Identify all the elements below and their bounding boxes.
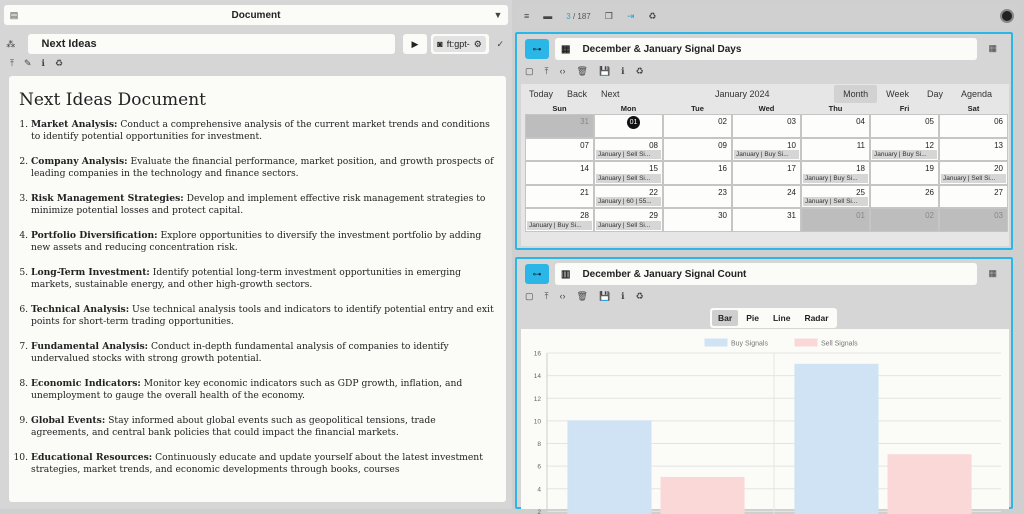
- date-number: 03: [994, 211, 1003, 221]
- idea-text: Explore opportunities to diversify the investment portfolio by adding new assets and reducing concentration risk.: [31, 230, 482, 254]
- document-title: Next Ideas Document: [19, 90, 206, 110]
- chart-type-tabs: [710, 308, 837, 328]
- recycle-icon[interactable]: ♻: [635, 290, 644, 301]
- weekday-header: [525, 104, 1008, 114]
- calendar-week-row: [525, 208, 1008, 232]
- calendar-day-cell[interactable]: [663, 114, 732, 138]
- menu-icon[interactable]: ≡: [524, 11, 530, 21]
- calendar-day-cell[interactable]: [870, 185, 939, 209]
- run-button[interactable]: ▶: [403, 34, 426, 54]
- y-tick-label: 4: [537, 486, 541, 494]
- legend-swatch: [705, 339, 727, 346]
- date-number: 08: [649, 140, 658, 150]
- date-number: 29: [649, 211, 658, 221]
- date-number: 13: [994, 140, 1003, 150]
- date-number: 21: [580, 187, 589, 197]
- image-icon[interactable]: ▬: [543, 11, 553, 21]
- today-date-number: 01: [627, 116, 640, 129]
- calendar-event[interactable]: January | Sell Si...: [941, 174, 1006, 183]
- calendar-panel: [515, 32, 1013, 250]
- weekday-label: Thu: [828, 104, 843, 113]
- chevron-down-icon[interactable]: ▼: [493, 10, 503, 20]
- date-number: 02: [718, 117, 727, 126]
- calendar-day-cell[interactable]: [801, 185, 870, 209]
- square-icon[interactable]: ▢: [525, 65, 534, 76]
- chart-area: [521, 329, 1009, 514]
- calendar-day-cell[interactable]: [870, 114, 939, 138]
- calendar-day-cell[interactable]: [525, 138, 594, 162]
- trash-icon[interactable]: 🗑: [576, 65, 588, 76]
- date-number: 10: [787, 140, 796, 150]
- code-icon[interactable]: ‹›: [559, 291, 566, 301]
- calendar-day-cell[interactable]: [732, 114, 801, 138]
- calendar-event[interactable]: January | Sell Si...: [596, 174, 661, 183]
- idea-list-item: [31, 304, 496, 329]
- idea-list-item: [31, 267, 496, 292]
- gear-icon[interactable]: ⚙: [473, 38, 482, 49]
- bar: [795, 364, 878, 514]
- document-pane: [0, 0, 512, 509]
- idea-term: Long-Term Investment:: [31, 267, 150, 278]
- model-selector[interactable]: [431, 34, 489, 54]
- idea-term: Technical Analysis:: [31, 304, 130, 315]
- calendar-day-cell[interactable]: [525, 185, 594, 209]
- date-number: 22: [649, 187, 658, 197]
- calendar-day-cell[interactable]: [525, 161, 594, 185]
- calendar-day-cell[interactable]: [939, 138, 1008, 162]
- idea-term: Educational Resources:: [31, 452, 153, 463]
- idea-term: Portfolio Diversification:: [31, 230, 158, 241]
- date-number: 26: [925, 187, 934, 197]
- y-tick-label: 2: [537, 508, 541, 514]
- document-icon: ▤: [9, 9, 19, 20]
- idea-row: [4, 32, 508, 56]
- date-number: 05: [925, 117, 934, 126]
- calendar-day-cell[interactable]: [870, 161, 939, 185]
- info-icon[interactable]: ℹ: [41, 57, 45, 68]
- grid-icon[interactable]: ▦: [988, 268, 997, 278]
- idea-term: Global Events:: [31, 415, 106, 426]
- calendar-grid: [525, 104, 1008, 232]
- calendar-day-cell[interactable]: [525, 114, 594, 138]
- calendar-icon: ▦: [561, 43, 571, 55]
- tab-line[interactable]: Line: [772, 313, 791, 323]
- save-icon[interactable]: 💾: [598, 290, 611, 301]
- date-number: 06: [994, 117, 1003, 126]
- next-button[interactable]: Next: [601, 89, 620, 99]
- split-icon[interactable]: ⇥: [626, 10, 635, 21]
- calendar-nav: [521, 84, 1009, 104]
- calendar-event[interactable]: January | Sell Si...: [596, 221, 661, 230]
- date-number: 20: [994, 164, 1003, 174]
- calendar-day-cell[interactable]: [594, 208, 663, 232]
- model-icon: ◙: [437, 39, 443, 49]
- date-number: 09: [718, 140, 727, 150]
- tab-pie[interactable]: Pie: [746, 313, 759, 323]
- calendar-day-cell[interactable]: [939, 208, 1008, 232]
- idea-text: Conduct in-depth fundamental analysis of companies to identify undervalued stocks with strong growth potential.: [31, 341, 449, 365]
- tab-bar[interactable]: Bar: [712, 310, 738, 326]
- bar: [661, 477, 744, 514]
- calendar-event[interactable]: January | Buy Si...: [527, 221, 592, 230]
- calendar-day-cell[interactable]: [594, 161, 663, 185]
- idea-text: Conduct a comprehensive analysis of the current market trends and conditions to identify potential opportunities for investment.: [31, 119, 490, 143]
- calendar-day-cell[interactable]: [870, 208, 939, 232]
- calendar-day-cell[interactable]: [594, 138, 663, 162]
- upload-icon[interactable]: ⤒: [10, 57, 14, 68]
- link-toggle-button[interactable]: ⊶: [525, 39, 549, 59]
- document-toolbar: [10, 57, 63, 69]
- calendar: [521, 84, 1009, 246]
- calendar-day-cell[interactable]: [801, 138, 870, 162]
- nodes-icon: ⁂: [6, 38, 16, 49]
- square-icon[interactable]: ▢: [525, 290, 534, 301]
- idea-term: Economic Indicators:: [31, 378, 141, 389]
- date-number: 02: [925, 211, 934, 221]
- calendar-day-cell[interactable]: [732, 138, 801, 162]
- idea-list-item: [31, 378, 496, 403]
- calendar-panel-title: ▦ December & January Signal Days: [555, 38, 977, 60]
- copy-icon[interactable]: ❐: [604, 10, 613, 21]
- date-number: 23: [718, 187, 727, 197]
- avatar[interactable]: [1000, 9, 1014, 23]
- document-body: [9, 76, 506, 502]
- y-tick-label: 16: [533, 350, 541, 358]
- save-icon[interactable]: 💾: [598, 65, 611, 76]
- calendar-toolbar: [525, 64, 644, 78]
- weekday-label: Mon: [620, 104, 637, 113]
- calendar-event[interactable]: January | Buy Si...: [872, 150, 937, 159]
- top-toolbar: [516, 5, 1020, 27]
- edit-icon[interactable]: ✎: [23, 57, 32, 68]
- idea-text: Evaluate the financial performance, market position, and growth prospects of leading companies in the technology and finance sectors.: [31, 156, 494, 180]
- y-tick-label: 14: [533, 373, 541, 381]
- recycle-icon[interactable]: ♻: [635, 65, 644, 76]
- month-label: January 2024: [715, 89, 770, 99]
- date-number: 28: [580, 211, 589, 221]
- idea-name-field[interactable]: Next Ideas: [28, 34, 396, 54]
- calendar-event[interactable]: January | Sell Si...: [596, 150, 661, 159]
- legend-swatch: [795, 339, 817, 346]
- bar-chart-icon: ▥: [561, 268, 571, 280]
- idea-term: Fundamental Analysis:: [31, 341, 149, 352]
- date-number: 11: [856, 140, 865, 150]
- calendar-week-row: [525, 161, 1008, 185]
- date-number: 31: [580, 117, 589, 126]
- calendar-day-cell[interactable]: [525, 208, 594, 232]
- check-icon[interactable]: ✓: [496, 38, 505, 49]
- date-number: 15: [649, 164, 658, 174]
- weekday-label: Wed: [758, 104, 775, 113]
- date-number: 12: [925, 140, 934, 150]
- weekday-label: Sat: [967, 104, 980, 113]
- date-number: 25: [856, 187, 865, 197]
- calendar-day-cell[interactable]: [870, 138, 939, 162]
- calendar-day-cell[interactable]: [663, 185, 732, 209]
- calendar-day-cell[interactable]: [939, 185, 1008, 209]
- bar: [888, 455, 971, 514]
- view-month-button[interactable]: Month: [834, 85, 877, 103]
- calendar-day-cell[interactable]: [594, 114, 663, 138]
- date-number: 01: [856, 211, 865, 221]
- idea-text: Use technical analysis tools and indicators to identify potential entry and exit points for short-term trading opportunities.: [31, 304, 494, 328]
- calendar-day-cell[interactable]: [663, 138, 732, 162]
- idea-text: Monitor key economic indicators such as GDP growth, inflation, and unemployment to gauge the overall health of the economy.: [31, 378, 463, 402]
- idea-term: Market Analysis:: [31, 119, 118, 130]
- idea-list-item: [31, 452, 496, 477]
- view-day-button[interactable]: Day: [926, 89, 943, 99]
- calendar-day-cell[interactable]: [732, 185, 801, 209]
- page-counter: 3 / 187: [566, 11, 591, 21]
- chart-panel-title: ▥ December & January Signal Count: [555, 263, 977, 285]
- calendar-event[interactable]: January | Sell Si...: [803, 197, 868, 206]
- calendar-week-row: [525, 114, 1008, 138]
- document-selector[interactable]: [4, 5, 508, 25]
- calendar-week-row: [525, 185, 1008, 209]
- view-agenda-button[interactable]: Agenda: [960, 89, 992, 99]
- calendar-day-cell[interactable]: [801, 114, 870, 138]
- chart-panel: [515, 257, 1013, 514]
- idea-text: Identify potential long-term investment opportunities in emerging markets, sustainable energy, and other high-growth sectors.: [31, 267, 462, 291]
- document-selector-label: Document: [231, 9, 281, 21]
- y-tick-label: 10: [533, 418, 541, 426]
- date-number: 24: [787, 187, 796, 197]
- weekday-label: Tue: [691, 104, 704, 113]
- bar-chart: [521, 329, 1009, 514]
- calendar-day-cell[interactable]: [594, 185, 663, 209]
- calendar-event[interactable]: January | Buy Si...: [803, 174, 868, 183]
- calendar-day-cell[interactable]: [663, 208, 732, 232]
- idea-list-item: [31, 119, 496, 144]
- idea-text: Continuously educate and update yourself about the latest investment strategies, market trends, and economic developments through books, courses: [31, 452, 483, 476]
- date-number: 14: [580, 164, 589, 174]
- date-number: 04: [856, 117, 865, 126]
- idea-list-item: [31, 341, 496, 366]
- idea-list: [31, 119, 496, 477]
- back-button[interactable]: Back: [567, 89, 588, 99]
- idea-text: Develop and implement effective risk management strategies to minimize potential losses and protect capital.: [31, 193, 486, 217]
- y-tick-label: 6: [537, 463, 541, 471]
- trash-icon[interactable]: 🗑: [576, 290, 588, 301]
- view-switcher: [834, 85, 1001, 103]
- upload-icon[interactable]: ⤒: [544, 65, 549, 76]
- date-number: 17: [787, 164, 796, 174]
- idea-text: Stay informed about global events such as geopolitical tensions, trade agreements, and central bank policies that could impact the financial markets.: [31, 415, 436, 439]
- date-number: 07: [580, 140, 589, 150]
- date-number: 16: [718, 164, 727, 174]
- idea-list-item: [31, 156, 496, 181]
- idea-term: Risk Management Strategies:: [31, 193, 184, 204]
- tab-radar[interactable]: Radar: [804, 313, 829, 323]
- legend-label: Buy Signals: [731, 340, 768, 348]
- date-number: 18: [856, 164, 865, 174]
- code-icon[interactable]: ‹›: [559, 66, 566, 76]
- calendar-week-row: [525, 138, 1008, 162]
- today-button[interactable]: Today: [529, 89, 554, 99]
- chart-toolbar: [525, 289, 644, 303]
- calendar-event[interactable]: January | 60 | 55...: [596, 197, 661, 206]
- grid-icon[interactable]: ▦: [988, 43, 997, 53]
- calendar-event[interactable]: January | Buy Si...: [734, 150, 799, 159]
- bar: [568, 421, 651, 514]
- info-icon[interactable]: ℹ: [621, 290, 625, 301]
- calendar-day-cell[interactable]: [801, 208, 870, 232]
- upload-icon[interactable]: ⤒: [544, 290, 549, 301]
- idea-term: Company Analysis:: [31, 156, 128, 167]
- y-tick-label: 8: [537, 441, 541, 448]
- calendar-day-cell[interactable]: [939, 114, 1008, 138]
- date-number: 30: [718, 211, 727, 221]
- recycle-icon[interactable]: ♻: [648, 10, 657, 21]
- weekday-label: Fri: [899, 104, 910, 113]
- recycle-icon[interactable]: ♻: [54, 57, 64, 68]
- calendar-day-cell[interactable]: [663, 161, 732, 185]
- date-number: 03: [787, 117, 796, 126]
- view-week-button[interactable]: Week: [886, 89, 909, 99]
- calendar-day-cell[interactable]: [732, 208, 801, 232]
- calendar-day-cell[interactable]: [732, 161, 801, 185]
- date-number: 19: [925, 164, 934, 174]
- idea-list-item: [31, 230, 496, 255]
- calendar-day-cell[interactable]: [801, 161, 870, 185]
- idea-list-item: [31, 193, 496, 218]
- weekday-label: Sun: [552, 104, 567, 113]
- idea-list-item: [31, 415, 496, 440]
- link-toggle-button[interactable]: ⊶: [525, 264, 549, 284]
- info-icon[interactable]: ℹ: [621, 65, 625, 76]
- model-label: ft:gpt-: [446, 39, 470, 49]
- date-number: 31: [787, 211, 796, 221]
- date-number: 27: [994, 187, 1003, 197]
- y-tick-label: 12: [533, 395, 541, 403]
- legend-label: Sell Signals: [821, 340, 858, 348]
- calendar-day-cell[interactable]: [939, 161, 1008, 185]
